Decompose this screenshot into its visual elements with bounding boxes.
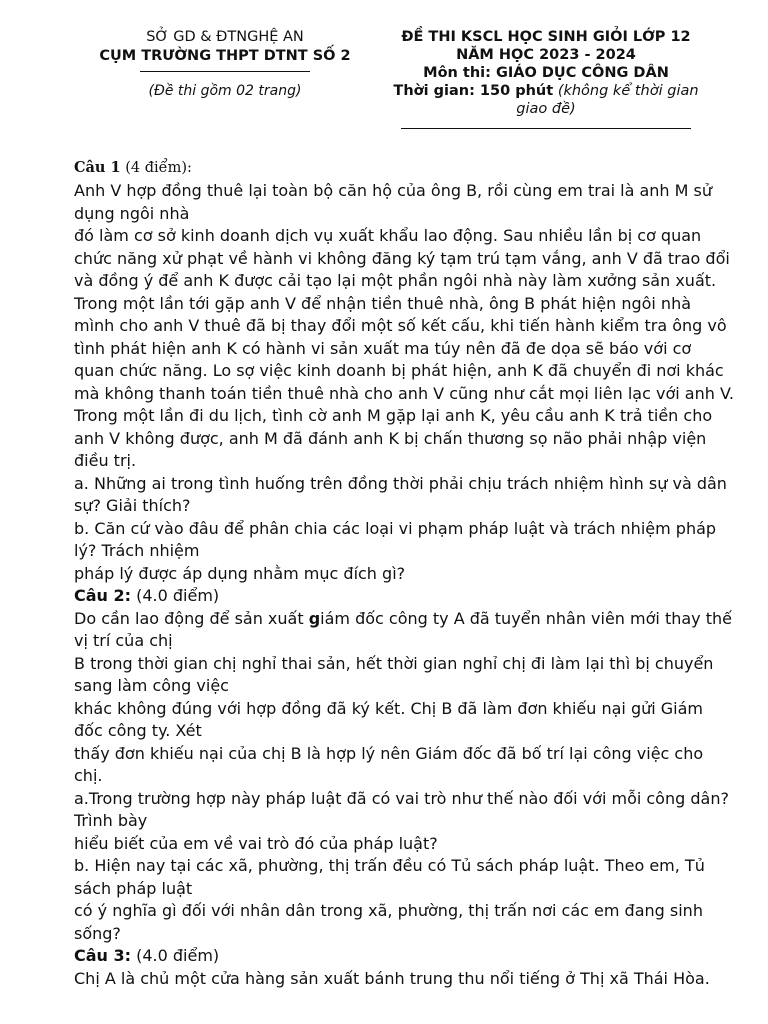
- question-1-label: Câu 1: [74, 159, 121, 176]
- exam-title: ĐỀ THI KSCL HỌC SINH GIỎI LỚP 12: [401, 29, 691, 45]
- exam-subject: Môn thi: GIÁO DỤC CÔNG DÂN: [423, 65, 669, 81]
- exam-title-block: [386, 28, 706, 129]
- question-1-points: (4 điểm):: [120, 160, 192, 176]
- page-count-note: (Đề thi gồm 02 trang): [148, 83, 302, 99]
- exam-duration: [386, 82, 706, 118]
- question-2-heading: [74, 585, 734, 608]
- question-2-points: (4.0 điểm): [131, 586, 220, 605]
- exam-body: [74, 156, 734, 990]
- question-1-heading: [74, 156, 734, 180]
- question-3-label: Câu 3:: [74, 946, 132, 965]
- question-3-text: Chị A là chủ một cửa hàng sản xuất bánh trung thu nổi tiếng ở Thị xã Thái Hòa.: [74, 968, 710, 988]
- duration-note: (không kể thời gian giao đề): [516, 83, 699, 117]
- question-1-part-b: b. Căn cứ vào đâu để phân chia các loại vi phạm pháp luật và trách nhiệm pháp lý? Trách nhiệm: [74, 518, 717, 560]
- question-1-text: đó làm cơ sở kinh doanh dịch vụ xuất khẩu lao động. Sau nhiều lần bị cơ quan chức năng xử phạt về hành vi không đăng ký tạm trú tạm vắng, anh V đã trao đổi và đồng ý để anh K được cải tạo lại một phần ngôi nhà này làm xưởng sản xuất. Trong một lần tới gặp anh V để nhận tiền thuê nhà, ông B phát hiện ngôi nhà mình cho anh V thuê đã bị thay đổi một số kết cấu, khi tiến hành kiểm tra ông vô tình phát hiện anh K có hành vi sản xuất ma túy nên đã đe dọa sẽ báo với cơ quan chức năng. Lo sợ việc kinh doanh bị phát hiện, anh K đã chuyển đi nơi khác mà không thanh toán tiền thuê nhà cho anh V cũng như cắt mọi liên lạc với anh V. Trong một lần đi du lịch, tình cờ anh M gặp lại anh K, yêu cầu anh K trả tiền cho anh V không được, anh M đã đánh anh K bị chấn thương sọ não phải nhập viện điều trị.: [74, 226, 734, 470]
- question-2-part-b: có ý nghĩa gì đối với nhân dân trong xã, phường, thị trấn nơi các em đang sinh sống?: [74, 901, 703, 943]
- question-2-text: khác không đúng với hợp đồng đã ký kết. Chị B đã làm đơn khiếu nại gửi Giám đốc công ty. Xét: [74, 698, 703, 740]
- question-2-label: Câu 2:: [74, 586, 132, 605]
- issuer-block: [80, 28, 370, 101]
- question-2-text: [74, 608, 734, 653]
- question-2-part-a: hiểu biết của em về vai trò đó của pháp luật?: [74, 833, 438, 853]
- school-cluster-name: CỤM TRƯỜNG THPT DTNT SỐ 2: [99, 48, 351, 64]
- question-1-text: Anh V hợp đồng thuê lại toàn bộ căn hộ của ông B, rồi cùng em trai là anh M sử dụng ngôi nhà: [74, 181, 713, 223]
- question-2-bold-letter: g: [308, 608, 321, 628]
- question-2-text-rest: iám đốc công ty A đã tuyển nhân viên mới thay thế vị trí của chị: [74, 608, 732, 650]
- issuer-underline: [140, 71, 310, 72]
- question-2-part-a: a.Trong trường hợp này pháp luật đã có vai trò như thế nào đối với mỗi công dân? Trình bày: [74, 788, 729, 830]
- duration-label: Thời gian: 150 phút: [393, 83, 554, 99]
- question-2-text: B trong thời gian chị nghỉ thai sản, hết thời gian nghỉ chị đi làm lại thì bị chuyển sang làm công việc: [74, 653, 714, 695]
- question-1-part-b: pháp lý được áp dụng nhằm mục đích gì?: [74, 563, 406, 583]
- question-2-text: thấy đơn khiếu nại của chị B là hợp lý nên Giám đốc đã bố trí lại công việc cho chị.: [74, 743, 704, 785]
- question-3-heading: [74, 945, 734, 968]
- question-2-part-b: b. Hiện nay tại các xã, phường, thị trấn đều có Tủ sách pháp luật. Theo em, Tủ sách pháp luật: [74, 856, 705, 898]
- department-name: SỞ GD & ĐTNGHỆ AN: [146, 29, 304, 45]
- question-3-points: (4.0 điểm): [131, 946, 220, 965]
- school-year: NĂM HỌC 2023 - 2024: [456, 47, 636, 63]
- title-underline: [401, 128, 691, 129]
- question-1-part-a: a. Những ai trong tình huống trên đồng thời phải chịu trách nhiệm hình sự và dân sự? Giải thích?: [74, 473, 727, 515]
- question-2-text-start: Do cần lao động để sản xuất: [74, 608, 309, 628]
